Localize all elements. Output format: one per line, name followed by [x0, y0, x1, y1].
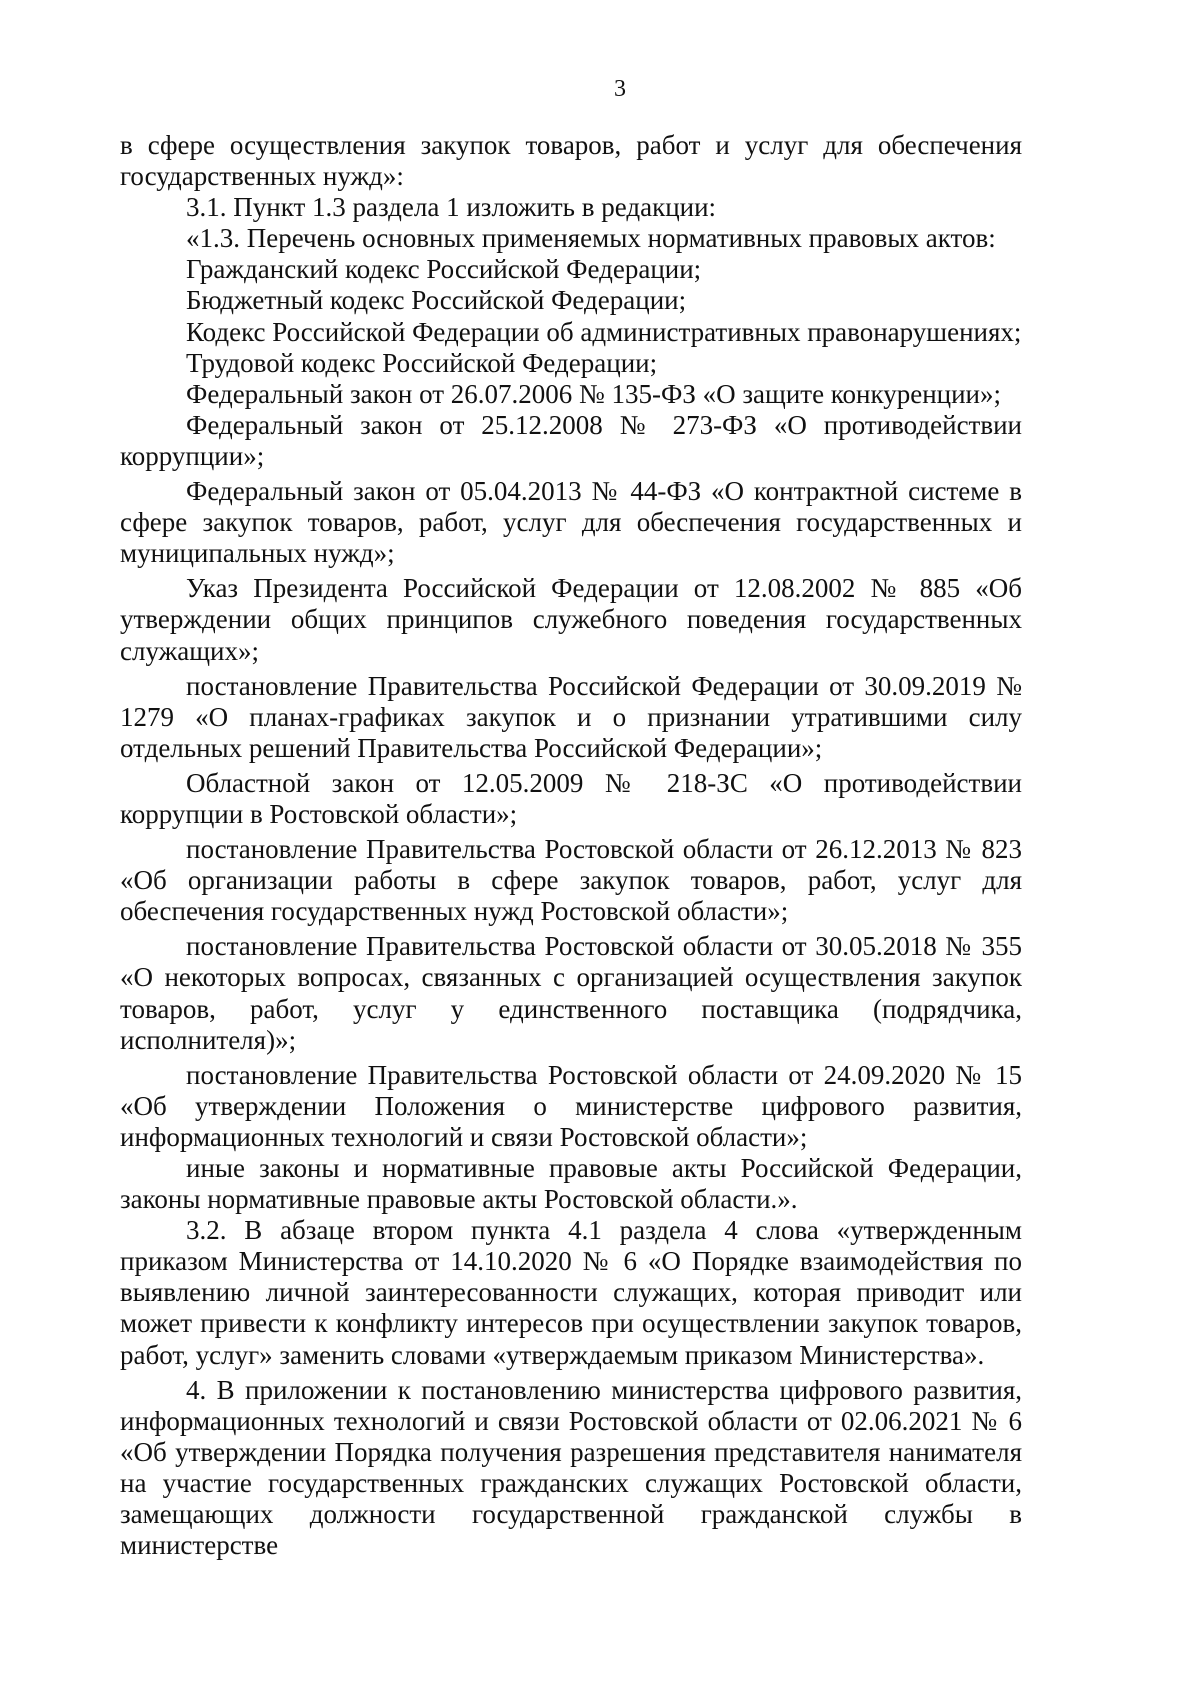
paragraph-act-anticorruption-law: Федеральный закон от 25.12.2008 № 273-ФЗ «О противодействии коррупции»; [120, 409, 1022, 471]
paragraph-item-4: 4. В приложении к постановлению министерства цифрового развития, информационных технологий и связи Ростовской области от 02.06.2021 № 6 «Об утверждении Порядка получения разрешения представителя нанимателя на участие государственных гражданских служащих Ростовской области, замещающих должности государственной гражданской службы в министерстве [120, 1374, 1022, 1561]
paragraph-act-regional-resolution-355: постановление Правительства Ростовской области от 30.05.2018 № 355 «О некоторых вопросах, связанных с организацией осуществления закупок товаров, работ, услуг у единственного поставщика (подрядчика, исполнителя)»; [120, 931, 1022, 1055]
page-number: 3 [614, 76, 626, 102]
paragraph-item-3-2: 3.2. В абзаце втором пункта 4.1 раздела 4 слова «утвержденным приказом Министерства от 14.10.2020 № 6 «О Порядке взаимодействия по выявлению личной заинтересованности служащих, которая приводит или может привести к конфликту интересов при осуществлении закупок товаров, работ, услуг» заменить словами «утверждаемым приказом Министерства». [120, 1215, 1022, 1370]
document-body [120, 130, 1022, 1561]
paragraph-item-3-1: 3.1. Пункт 1.3 раздела 1 изложить в редакции: [186, 192, 717, 223]
paragraph-act-competition-law: Федеральный закон от 26.07.2006 № 135-ФЗ «О защите конкуренции»; [186, 378, 1002, 409]
paragraph-act-regional-resolution-15: постановление Правительства Ростовской области от 24.09.2020 № 15 «Об утверждении Положения о министерстве цифрового развития, информационных технологий и связи Ростовской области»; [120, 1059, 1022, 1152]
paragraph-act-civil-code: Гражданский кодекс Российской Федерации; [186, 254, 702, 285]
paragraph-act-budget-code: Бюджетный кодекс Российской Федерации; [186, 285, 687, 316]
paragraph-act-admin-code: Кодекс Российской Федерации об административных правонарушениях; [186, 316, 1022, 347]
paragraph-act-regional-law-218: Областной закон от 12.05.2009 № 218-ЗС «О противодействии коррупции в Ростовской области»; [120, 767, 1022, 829]
paragraph-act-presidential-decree: Указ Президента Российской Федерации от 12.08.2002 № 885 «Об утверждении общих принципов служебного поведения государственных служащих»; [120, 573, 1022, 666]
paragraph-act-government-resolution-1279: постановление Правительства Российской Федерации от 30.09.2019 № 1279 «О планах-графиках закупок и о признании утратившими силу отдельных решений Правительства Российской Федерации»; [120, 670, 1022, 763]
paragraph-act-contract-system-law: Федеральный закон от 05.04.2013 № 44-ФЗ «О контрактной системе в сфере закупок товаров, работ, услуг для обеспечения государственных и муниципальных нужд»; [120, 476, 1022, 569]
paragraph-act-other-laws: иные законы и нормативные правовые акты Российской Федерации, законы нормативные правовые акты Ростовской области.». [120, 1153, 1022, 1215]
paragraph-list-heading: «1.3. Перечень основных применяемых нормативных правовых актов: [186, 223, 996, 254]
paragraph-act-regional-resolution-823: постановление Правительства Ростовской области от 26.12.2013 № 823 «Об организации работы в сфере закупок товаров, работ, услуг для обеспечения государственных нужд Ростовской области»; [120, 834, 1022, 927]
paragraph-continuation: в сфере осуществления закупок товаров, работ и услуг для обеспечения государственных нужд»: [120, 130, 1022, 192]
paragraph-act-labor-code: Трудовой кодекс Российской Федерации; [186, 347, 658, 378]
